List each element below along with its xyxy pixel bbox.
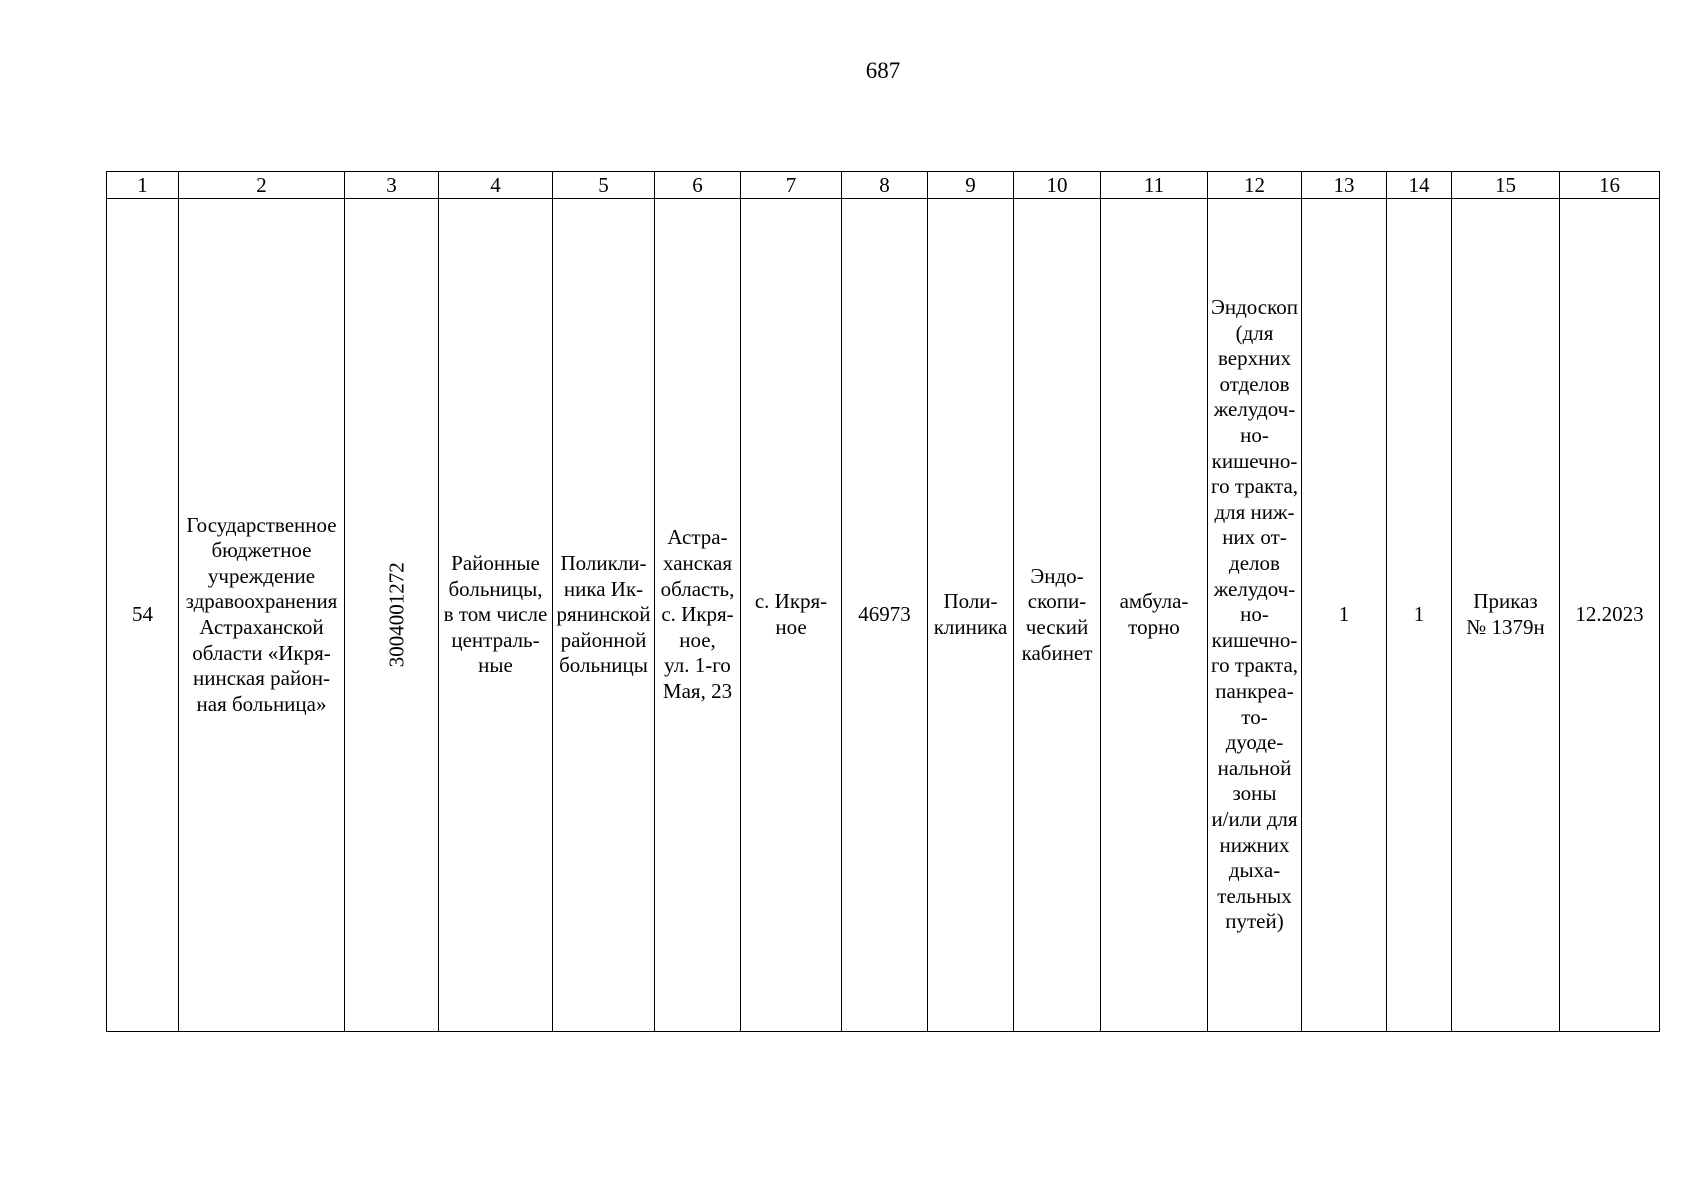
equipment-table	[106, 171, 1660, 1032]
column-number: 4	[439, 172, 553, 199]
hospital-type-cell	[439, 199, 553, 1032]
room-cell	[1014, 199, 1101, 1032]
column-number-row	[107, 172, 1660, 199]
care-conditions: амбула- торно	[1119, 589, 1189, 639]
column-number: 11	[1101, 172, 1208, 199]
column-number: 2	[179, 172, 345, 199]
hospital-type: Районные больницы, в том числе централь- ные	[443, 551, 548, 678]
column-number: 10	[1014, 172, 1101, 199]
row-number: 54	[132, 602, 153, 627]
settlement-cell	[741, 199, 842, 1032]
column-number: 15	[1452, 172, 1560, 199]
room-name: Эндо- скопи- ческий кабинет	[1021, 563, 1093, 665]
equipment-cell	[1208, 199, 1302, 1032]
column-number: 5	[553, 172, 655, 199]
date-value: 12.2023	[1575, 602, 1644, 627]
column-number: 13	[1302, 172, 1387, 199]
address-cell	[655, 199, 741, 1032]
column-number: 14	[1387, 172, 1452, 199]
quantity-value: 1	[1338, 602, 1350, 627]
column-number: 6	[655, 172, 741, 199]
quantity-cell	[1387, 199, 1452, 1032]
care-conditions-cell	[1101, 199, 1208, 1032]
organization-cell	[179, 199, 345, 1032]
address: Астра- ханская область, с. Икря- ное, ул. 1-го Мая, 23	[660, 525, 735, 703]
column-number: 16	[1560, 172, 1660, 199]
page-number: 687	[865, 58, 901, 83]
unit-type-cell	[928, 199, 1014, 1032]
column-number: 3	[345, 172, 439, 199]
table-row	[107, 199, 1660, 1032]
row-number-cell	[107, 199, 179, 1032]
settlement: с. Икря- ное	[754, 589, 828, 639]
inn-cell	[345, 199, 439, 1032]
code-value: 46973	[858, 602, 911, 627]
date-cell	[1560, 199, 1660, 1032]
quantity-value: 1	[1413, 602, 1425, 627]
column-number: 8	[842, 172, 928, 199]
quantity-cell	[1302, 199, 1387, 1032]
organization-name: Государственное бюджетное учреждение здравоохранения Астраханской области «Икря- нинская район- ная больница»	[185, 512, 338, 716]
column-number: 9	[928, 172, 1014, 199]
column-number: 1	[107, 172, 179, 199]
inn-value: 3004001272	[384, 562, 409, 668]
code-cell	[842, 199, 928, 1032]
unit-type: Поли- клиника	[933, 589, 1008, 639]
order-reference: Приказ № 1379н	[1466, 589, 1545, 639]
column-number: 12	[1208, 172, 1302, 199]
subdivision-cell	[553, 199, 655, 1032]
order-cell	[1452, 199, 1560, 1032]
column-number: 7	[741, 172, 842, 199]
equipment-name: Эндоскоп (для верхних отделов желудоч- но- кишечно- го тракта, для ниж- них от- делов желудоч- но- кишечно- го тракта, панкреа- то- дуоде- нальной зоны и/или для нижних дыха- тельных путей)	[1210, 295, 1299, 934]
subdivision-name: Поликли- ника Ик- рянинской районной больницы	[556, 551, 651, 678]
